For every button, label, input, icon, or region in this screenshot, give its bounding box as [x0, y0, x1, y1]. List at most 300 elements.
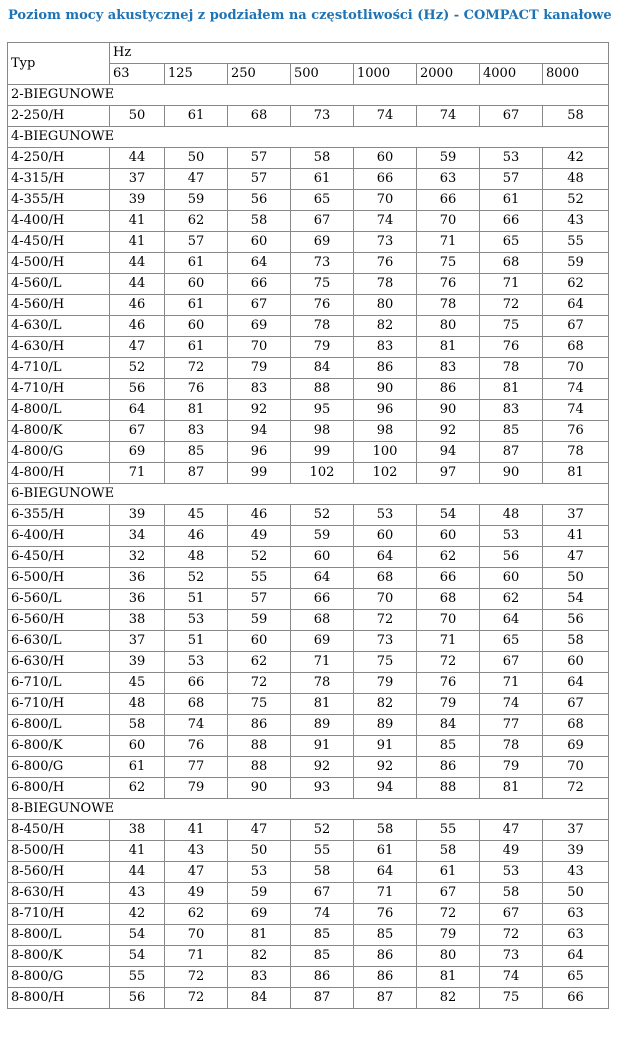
value-cell: 85 [354, 925, 417, 946]
value-cell: 60 [354, 148, 417, 169]
value-cell: 67 [480, 904, 543, 925]
table-row [8, 400, 609, 421]
value-cell: 73 [291, 253, 354, 274]
table-row [8, 547, 609, 568]
value-cell: 73 [480, 946, 543, 967]
value-cell: 63 [543, 925, 609, 946]
table-row [8, 610, 609, 631]
value-cell: 83 [228, 967, 291, 988]
value-cell: 78 [354, 274, 417, 295]
value-cell: 38 [110, 820, 165, 841]
type-cell: 4-400/H [8, 211, 110, 232]
value-cell: 69 [110, 442, 165, 463]
value-cell: 45 [110, 673, 165, 694]
value-cell: 100 [354, 442, 417, 463]
header-typ: Typ [8, 43, 110, 85]
value-cell: 61 [354, 841, 417, 862]
value-cell: 73 [291, 106, 354, 127]
table-row [8, 904, 609, 925]
value-cell: 70 [417, 610, 480, 631]
value-cell: 47 [165, 169, 228, 190]
type-cell: 4-355/H [8, 190, 110, 211]
value-cell: 72 [165, 358, 228, 379]
value-cell: 55 [417, 820, 480, 841]
value-cell: 87 [291, 988, 354, 1009]
value-cell: 72 [543, 778, 609, 799]
type-cell: 4-800/H [8, 463, 110, 484]
table-row [8, 358, 609, 379]
value-cell: 49 [228, 526, 291, 547]
value-cell: 75 [417, 253, 480, 274]
value-cell: 87 [480, 442, 543, 463]
value-cell: 58 [228, 211, 291, 232]
value-cell: 90 [480, 463, 543, 484]
value-cell: 102 [354, 463, 417, 484]
value-cell: 48 [543, 169, 609, 190]
value-cell: 67 [543, 694, 609, 715]
value-cell: 62 [165, 211, 228, 232]
value-cell: 86 [291, 967, 354, 988]
value-cell: 76 [417, 673, 480, 694]
value-cell: 47 [228, 820, 291, 841]
type-cell: 4-315/H [8, 169, 110, 190]
value-cell: 75 [480, 316, 543, 337]
value-cell: 52 [110, 358, 165, 379]
value-cell: 66 [228, 274, 291, 295]
group-label: 8-BIEGUNOWE [8, 799, 609, 820]
value-cell: 78 [291, 673, 354, 694]
value-cell: 47 [480, 820, 543, 841]
type-cell: 4-710/H [8, 379, 110, 400]
type-cell: 4-630/L [8, 316, 110, 337]
value-cell: 77 [480, 715, 543, 736]
value-cell: 64 [543, 295, 609, 316]
value-cell: 75 [228, 694, 291, 715]
value-cell: 60 [228, 232, 291, 253]
value-cell: 94 [228, 421, 291, 442]
value-cell: 50 [543, 568, 609, 589]
value-cell: 43 [543, 862, 609, 883]
value-cell: 72 [165, 988, 228, 1009]
value-cell: 42 [110, 904, 165, 925]
table-row [8, 274, 609, 295]
value-cell: 48 [110, 694, 165, 715]
value-cell: 81 [543, 463, 609, 484]
group-row [8, 127, 609, 148]
value-cell: 82 [354, 694, 417, 715]
value-cell: 39 [110, 190, 165, 211]
value-cell: 65 [480, 631, 543, 652]
value-cell: 69 [228, 904, 291, 925]
value-cell: 79 [228, 358, 291, 379]
value-cell: 87 [165, 463, 228, 484]
value-cell: 76 [165, 379, 228, 400]
value-cell: 68 [228, 106, 291, 127]
value-cell: 92 [417, 421, 480, 442]
type-cell: 8-450/H [8, 820, 110, 841]
value-cell: 61 [291, 169, 354, 190]
value-cell: 71 [354, 883, 417, 904]
table-row [8, 253, 609, 274]
value-cell: 61 [165, 337, 228, 358]
value-cell: 57 [228, 589, 291, 610]
value-cell: 79 [165, 778, 228, 799]
value-cell: 68 [480, 253, 543, 274]
value-cell: 83 [228, 379, 291, 400]
table-row [8, 757, 609, 778]
type-cell: 6-710/L [8, 673, 110, 694]
value-cell: 64 [354, 547, 417, 568]
value-cell: 77 [165, 757, 228, 778]
value-cell: 55 [228, 568, 291, 589]
value-cell: 66 [417, 568, 480, 589]
table-row [8, 148, 609, 169]
table-row [8, 295, 609, 316]
header-frequency: 1000 [354, 64, 417, 85]
value-cell: 91 [291, 736, 354, 757]
value-cell: 88 [417, 778, 480, 799]
value-cell: 76 [543, 421, 609, 442]
value-cell: 86 [417, 379, 480, 400]
value-cell: 79 [354, 673, 417, 694]
value-cell: 96 [228, 442, 291, 463]
value-cell: 57 [228, 169, 291, 190]
value-cell: 46 [110, 295, 165, 316]
value-cell: 39 [110, 505, 165, 526]
value-cell: 86 [417, 757, 480, 778]
type-cell: 6-560/H [8, 610, 110, 631]
value-cell: 69 [543, 736, 609, 757]
value-cell: 70 [354, 190, 417, 211]
type-cell: 4-630/H [8, 337, 110, 358]
value-cell: 74 [354, 211, 417, 232]
value-cell: 86 [354, 946, 417, 967]
value-cell: 81 [417, 337, 480, 358]
value-cell: 58 [543, 631, 609, 652]
value-cell: 64 [354, 862, 417, 883]
table-body [8, 43, 609, 1009]
table-row [8, 505, 609, 526]
type-cell: 8-500/H [8, 841, 110, 862]
value-cell: 72 [417, 652, 480, 673]
value-cell: 62 [480, 589, 543, 610]
value-cell: 57 [480, 169, 543, 190]
value-cell: 60 [291, 547, 354, 568]
value-cell: 86 [228, 715, 291, 736]
value-cell: 73 [354, 232, 417, 253]
header-frequency: 8000 [543, 64, 609, 85]
value-cell: 57 [165, 232, 228, 253]
value-cell: 82 [417, 988, 480, 1009]
value-cell: 85 [480, 421, 543, 442]
value-cell: 60 [543, 652, 609, 673]
value-cell: 78 [480, 736, 543, 757]
value-cell: 71 [165, 946, 228, 967]
type-cell: 6-450/H [8, 547, 110, 568]
table-row [8, 169, 609, 190]
table-row [8, 568, 609, 589]
value-cell: 83 [165, 421, 228, 442]
value-cell: 54 [543, 589, 609, 610]
value-cell: 69 [291, 232, 354, 253]
value-cell: 81 [165, 400, 228, 421]
value-cell: 53 [354, 505, 417, 526]
value-cell: 97 [417, 463, 480, 484]
value-cell: 65 [480, 232, 543, 253]
value-cell: 64 [543, 673, 609, 694]
value-cell: 84 [291, 358, 354, 379]
value-cell: 99 [291, 442, 354, 463]
value-cell: 41 [543, 526, 609, 547]
value-cell: 71 [417, 232, 480, 253]
value-cell: 44 [110, 862, 165, 883]
value-cell: 84 [417, 715, 480, 736]
type-cell: 4-560/L [8, 274, 110, 295]
value-cell: 70 [165, 925, 228, 946]
value-cell: 58 [543, 106, 609, 127]
value-cell: 80 [417, 946, 480, 967]
value-cell: 84 [228, 988, 291, 1009]
table-row [8, 736, 609, 757]
value-cell: 47 [543, 547, 609, 568]
value-cell: 50 [228, 841, 291, 862]
value-cell: 79 [417, 925, 480, 946]
value-cell: 54 [417, 505, 480, 526]
value-cell: 70 [543, 358, 609, 379]
value-cell: 58 [291, 862, 354, 883]
value-cell: 51 [165, 589, 228, 610]
value-cell: 82 [354, 316, 417, 337]
value-cell: 64 [480, 610, 543, 631]
value-cell: 41 [110, 211, 165, 232]
value-cell: 92 [291, 757, 354, 778]
value-cell: 90 [228, 778, 291, 799]
value-cell: 94 [354, 778, 417, 799]
value-cell: 60 [228, 631, 291, 652]
type-cell: 6-500/H [8, 568, 110, 589]
group-label: 2-BIEGUNOWE [8, 85, 609, 106]
value-cell: 38 [110, 610, 165, 631]
header-frequency: 4000 [480, 64, 543, 85]
value-cell: 43 [543, 211, 609, 232]
value-cell: 52 [291, 505, 354, 526]
value-cell: 72 [417, 904, 480, 925]
type-cell: 8-560/H [8, 862, 110, 883]
value-cell: 72 [165, 967, 228, 988]
value-cell: 37 [543, 820, 609, 841]
value-cell: 36 [110, 589, 165, 610]
value-cell: 74 [165, 715, 228, 736]
type-cell: 6-800/H [8, 778, 110, 799]
value-cell: 91 [354, 736, 417, 757]
value-cell: 61 [110, 757, 165, 778]
value-cell: 67 [228, 295, 291, 316]
table-row [8, 652, 609, 673]
value-cell: 72 [354, 610, 417, 631]
table-row [8, 526, 609, 547]
value-cell: 81 [228, 925, 291, 946]
value-cell: 37 [110, 631, 165, 652]
value-cell: 76 [354, 904, 417, 925]
value-cell: 72 [228, 673, 291, 694]
table-row [8, 421, 609, 442]
table-row [8, 106, 609, 127]
value-cell: 60 [165, 316, 228, 337]
value-cell: 56 [110, 379, 165, 400]
value-cell: 66 [291, 589, 354, 610]
header-frequency: 2000 [417, 64, 480, 85]
type-cell: 2-250/H [8, 106, 110, 127]
group-row [8, 484, 609, 505]
value-cell: 83 [417, 358, 480, 379]
value-cell: 52 [228, 547, 291, 568]
value-cell: 60 [165, 274, 228, 295]
value-cell: 81 [291, 694, 354, 715]
value-cell: 52 [543, 190, 609, 211]
value-cell: 68 [354, 568, 417, 589]
value-cell: 87 [354, 988, 417, 1009]
value-cell: 59 [291, 526, 354, 547]
value-cell: 89 [291, 715, 354, 736]
value-cell: 51 [165, 631, 228, 652]
value-cell: 52 [165, 568, 228, 589]
value-cell: 79 [417, 694, 480, 715]
value-cell: 58 [110, 715, 165, 736]
value-cell: 85 [291, 946, 354, 967]
value-cell: 92 [354, 757, 417, 778]
value-cell: 53 [480, 148, 543, 169]
value-cell: 66 [417, 190, 480, 211]
type-cell: 4-710/L [8, 358, 110, 379]
value-cell: 94 [417, 442, 480, 463]
value-cell: 66 [480, 211, 543, 232]
value-cell: 61 [165, 253, 228, 274]
value-cell: 58 [417, 841, 480, 862]
value-cell: 67 [543, 316, 609, 337]
table-row [8, 337, 609, 358]
value-cell: 58 [291, 148, 354, 169]
type-cell: 4-450/H [8, 232, 110, 253]
value-cell: 85 [165, 442, 228, 463]
value-cell: 68 [543, 715, 609, 736]
value-cell: 60 [110, 736, 165, 757]
value-cell: 63 [543, 904, 609, 925]
value-cell: 41 [110, 841, 165, 862]
value-cell: 67 [480, 652, 543, 673]
type-cell: 6-400/H [8, 526, 110, 547]
table-row [8, 211, 609, 232]
value-cell: 44 [110, 148, 165, 169]
type-cell: 4-800/G [8, 442, 110, 463]
value-cell: 81 [480, 379, 543, 400]
value-cell: 64 [291, 568, 354, 589]
table-row [8, 715, 609, 736]
value-cell: 88 [291, 379, 354, 400]
value-cell: 74 [480, 967, 543, 988]
type-cell: 8-630/H [8, 883, 110, 904]
value-cell: 43 [110, 883, 165, 904]
value-cell: 80 [417, 316, 480, 337]
value-cell: 53 [165, 652, 228, 673]
value-cell: 48 [165, 547, 228, 568]
table-row [8, 190, 609, 211]
type-cell: 6-710/H [8, 694, 110, 715]
type-cell: 8-800/K [8, 946, 110, 967]
value-cell: 78 [480, 358, 543, 379]
value-cell: 71 [110, 463, 165, 484]
value-cell: 75 [291, 274, 354, 295]
type-cell: 4-800/L [8, 400, 110, 421]
value-cell: 66 [165, 673, 228, 694]
value-cell: 68 [543, 337, 609, 358]
value-cell: 88 [228, 757, 291, 778]
value-cell: 56 [543, 610, 609, 631]
value-cell: 86 [354, 358, 417, 379]
value-cell: 50 [165, 148, 228, 169]
value-cell: 86 [354, 967, 417, 988]
value-cell: 98 [291, 421, 354, 442]
value-cell: 48 [480, 505, 543, 526]
group-row [8, 85, 609, 106]
value-cell: 64 [543, 946, 609, 967]
value-cell: 64 [228, 253, 291, 274]
value-cell: 67 [480, 106, 543, 127]
value-cell: 62 [110, 778, 165, 799]
value-cell: 34 [110, 526, 165, 547]
value-cell: 53 [165, 610, 228, 631]
value-cell: 69 [228, 316, 291, 337]
table-row [8, 463, 609, 484]
type-cell: 8-800/H [8, 988, 110, 1009]
value-cell: 61 [165, 295, 228, 316]
value-cell: 74 [291, 904, 354, 925]
table-row [8, 925, 609, 946]
value-cell: 74 [417, 106, 480, 127]
value-cell: 36 [110, 568, 165, 589]
value-cell: 59 [417, 148, 480, 169]
value-cell: 78 [291, 316, 354, 337]
value-cell: 47 [165, 862, 228, 883]
value-cell: 42 [543, 148, 609, 169]
header-frequency: 500 [291, 64, 354, 85]
value-cell: 49 [165, 883, 228, 904]
value-cell: 85 [291, 925, 354, 946]
value-cell: 72 [480, 925, 543, 946]
table-row [8, 778, 609, 799]
type-cell: 6-800/L [8, 715, 110, 736]
value-cell: 85 [417, 736, 480, 757]
value-cell: 57 [228, 148, 291, 169]
group-label: 6-BIEGUNOWE [8, 484, 609, 505]
type-cell: 8-800/L [8, 925, 110, 946]
value-cell: 56 [228, 190, 291, 211]
value-cell: 60 [354, 526, 417, 547]
table-row [8, 841, 609, 862]
type-cell: 8-800/G [8, 967, 110, 988]
table-row [8, 967, 609, 988]
value-cell: 64 [110, 400, 165, 421]
table-row [8, 232, 609, 253]
value-cell: 67 [110, 421, 165, 442]
value-cell: 79 [480, 757, 543, 778]
value-cell: 58 [480, 883, 543, 904]
value-cell: 76 [417, 274, 480, 295]
value-cell: 66 [354, 169, 417, 190]
value-cell: 102 [291, 463, 354, 484]
header-frequency: 250 [228, 64, 291, 85]
value-cell: 59 [165, 190, 228, 211]
value-cell: 56 [480, 547, 543, 568]
